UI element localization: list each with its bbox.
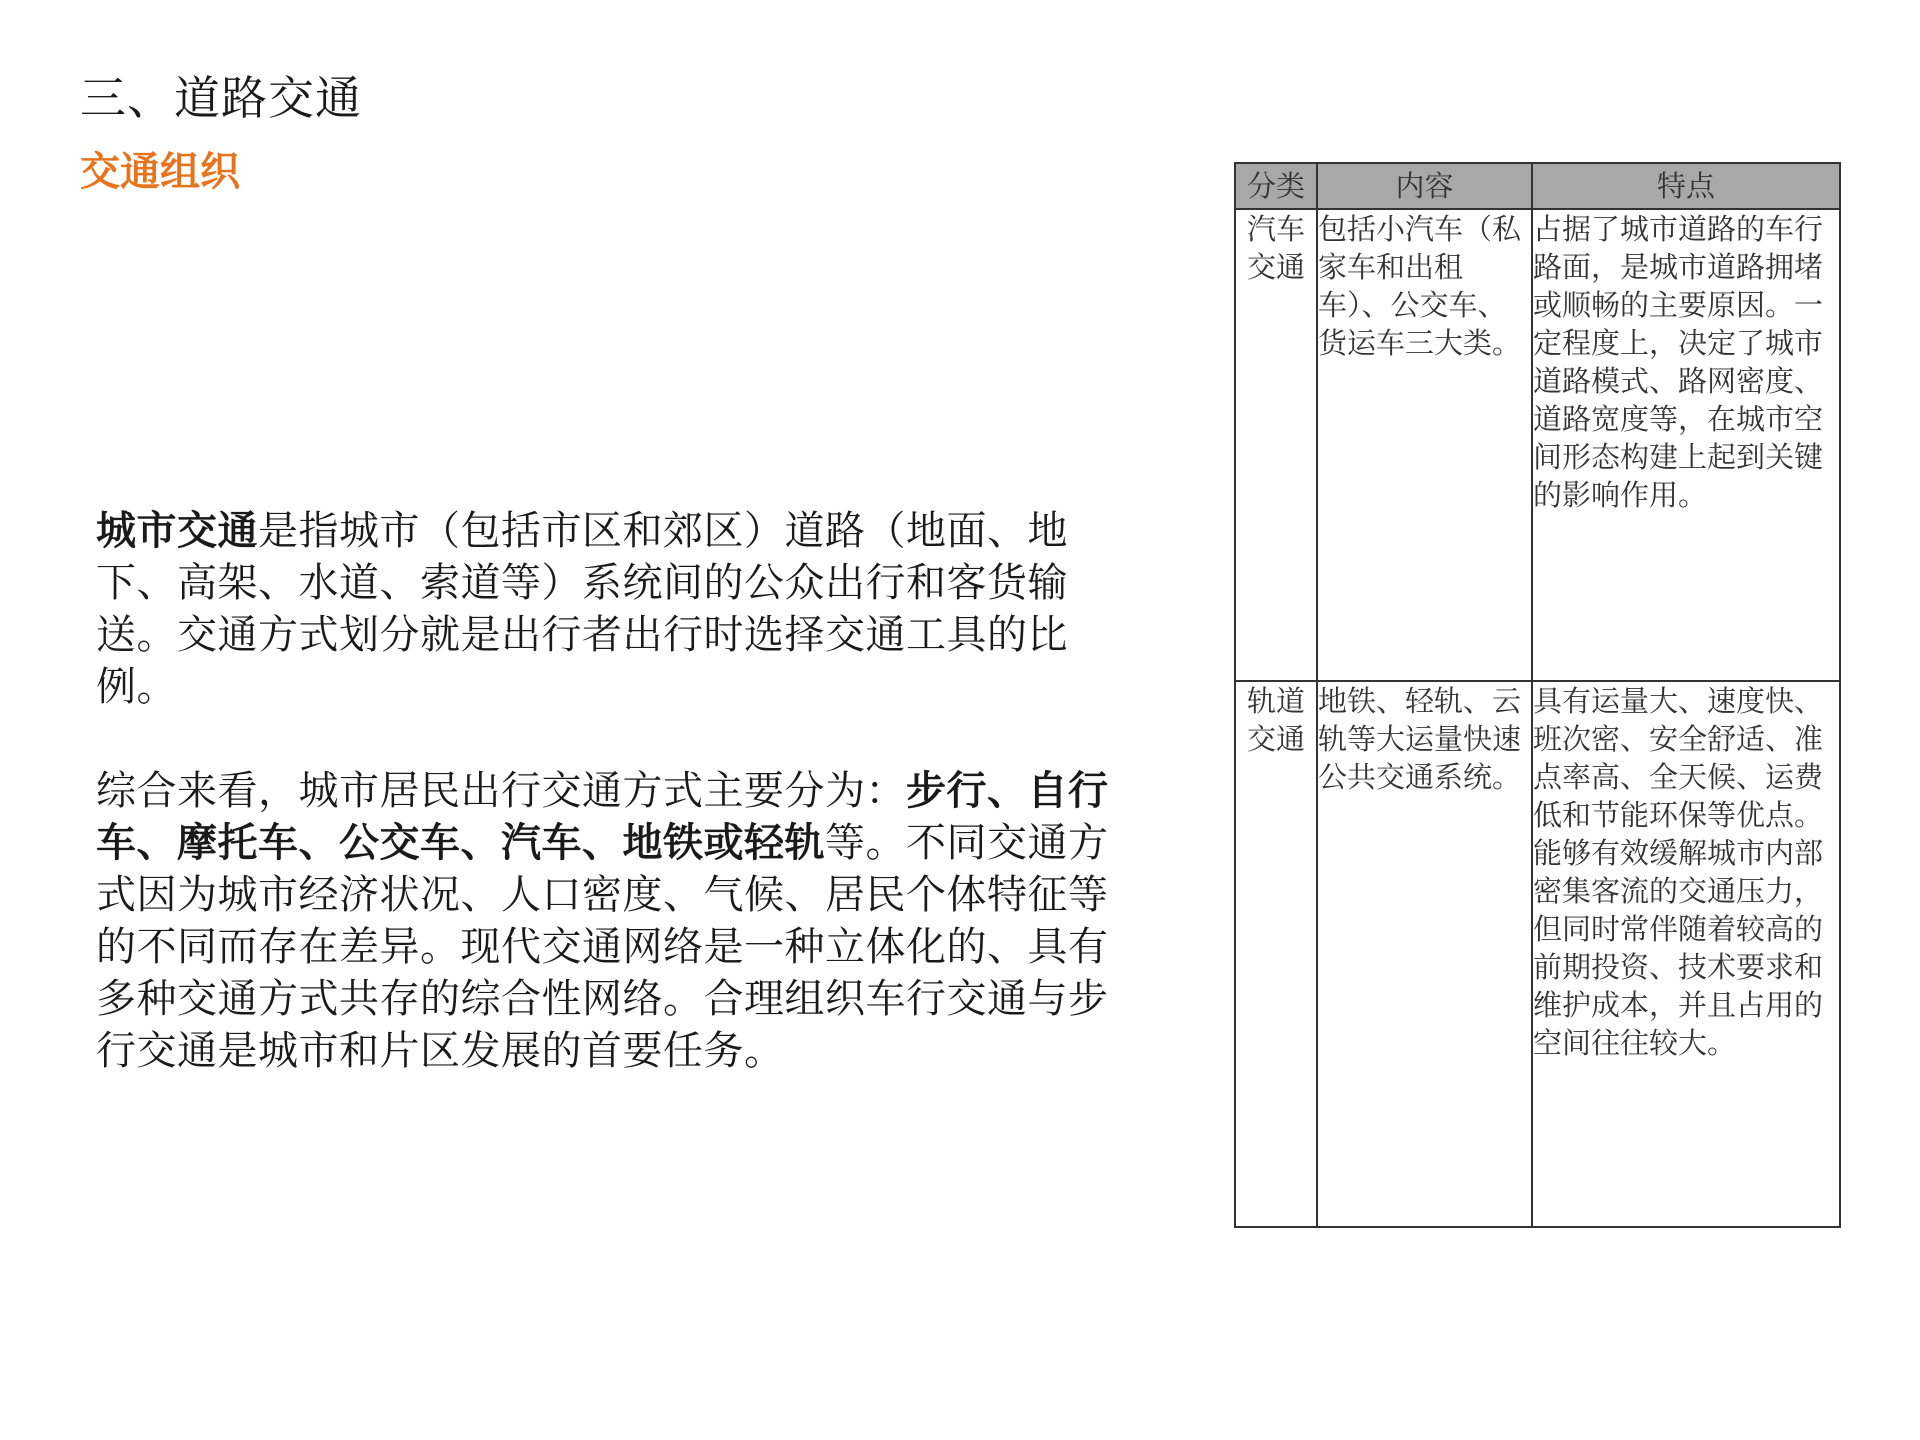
cell-category: 汽车交通 (1235, 209, 1317, 681)
term-urban-traffic: 城市交通 (96, 508, 258, 554)
table-row (1235, 681, 1840, 1227)
page-title: 三、道路交通 (80, 71, 362, 125)
classification-table (1234, 162, 1841, 1228)
table-row (1235, 209, 1840, 681)
header-feature: 特点 (1532, 163, 1840, 209)
paragraph-1-text: 是指城市（包括市区和郊区）道路（地面、地下、高架、水道、索道等）系统间的公众出行和客货输送。交通方式划分就是出行者出行时选择交通工具的比例。 (96, 508, 1068, 710)
header-category: 分类 (1235, 163, 1317, 209)
paragraph-2-text: 等。不同交通方式因为城市经济状况、人口密度、气候、居民个体特征等的不同而存在差异。现代交通网络是一种立体化的、具有多种交通方式共存的综合性网络。合理组织车行交通与步行交通是城市和片区发展的首要任务。 (96, 820, 1109, 1074)
paragraph-2-intro: 综合来看，城市居民出行交通方式主要分为： (96, 768, 906, 814)
cell-content: 地铁、轻轨、云轨等大运量快速公共交通系统。 (1317, 681, 1532, 1227)
header-content: 内容 (1317, 163, 1532, 209)
table-header-row (1235, 163, 1840, 209)
body-text (96, 505, 1116, 1077)
classification-table-wrap (1234, 162, 1841, 1228)
cell-category: 轨道交通 (1235, 681, 1317, 1227)
paragraph-1 (96, 505, 1116, 713)
cell-content: 包括小汽车（私家车和出租车）、公交车、货运车三大类。 (1317, 209, 1532, 681)
paragraph-2 (96, 765, 1116, 1077)
travel-modes-list: 步行、自行车、摩托车、公交车、汽车、地铁或轻轨 (96, 768, 1109, 866)
section-subtitle: 交通组织 (80, 149, 240, 195)
cell-feature: 具有运量大、速度快、班次密、安全舒适、准点率高、全天候、运费低和节能环保等优点。能够有效缓解城市内部密集客流的交通压力，但同时常伴随着较高的前期投资、技术要求和维护成本，并且占用的空间往往较大。 (1532, 681, 1840, 1227)
cell-feature: 占据了城市道路的车行路面，是城市道路拥堵或顺畅的主要原因。一定程度上，决定了城市道路模式、路网密度、道路宽度等，在城市空间形态构建上起到关键的影响作用。 (1532, 209, 1840, 681)
